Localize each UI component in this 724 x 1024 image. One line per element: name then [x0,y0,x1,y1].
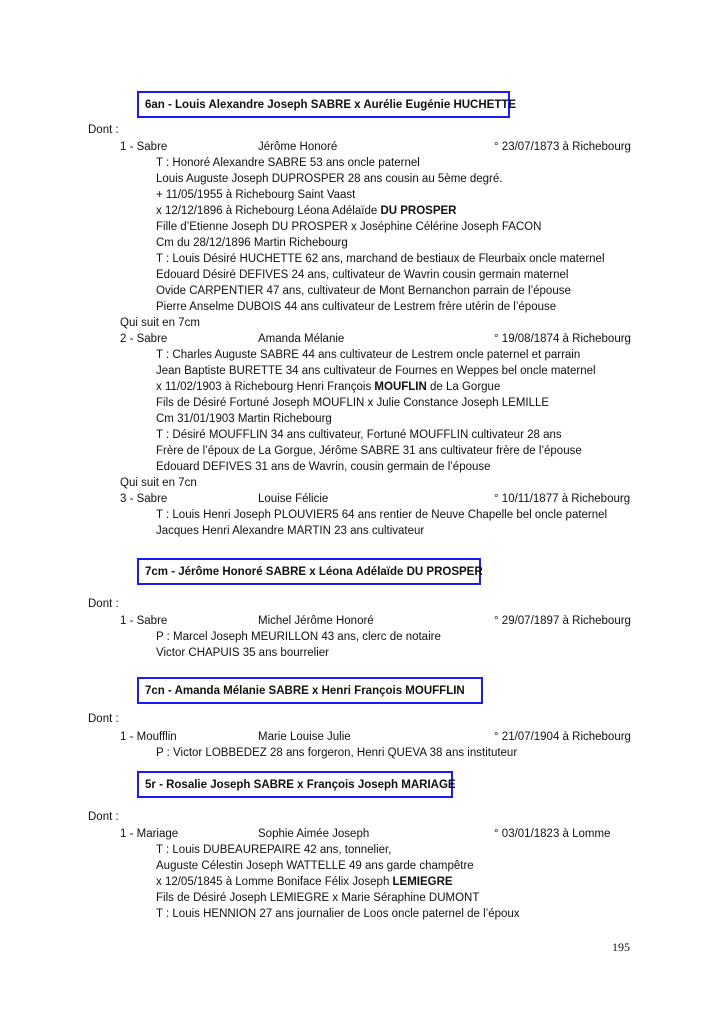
bold-surname: MOUFLIN [374,381,427,393]
detail-line: Jean Baptiste BURETTE 34 ans cultivateur de Fournes en Weppes bel oncle maternel [156,365,596,377]
child-birth: ° 19/08/1874 à Richebourg [494,333,631,345]
dont-label: Dont : [88,598,119,610]
child-num-surname: 1 - Moufflin [120,731,177,743]
follow-note: Qui suit en 7cn [120,477,197,489]
detail-line: Auguste Célestin Joseph WATTELLE 49 ans garde champêtre [156,860,474,872]
detail-line: Ovide CARPENTIER 47 ans, cultivateur de Mont Bernanchon parrain de l’épouse [156,285,571,297]
detail-line: Pierre Anselme DUBOIS 44 ans cultivateur de Lestrem frère utérin de l’épouse [156,301,557,313]
detail-line: Victor CHAPUIS 35 ans bourrelier [156,647,329,659]
section-heading-7cm: 7cm - Jérôme Honoré SABRE x Léona Adélaïde DU PROSPER [137,558,481,585]
child-given-names: Michel Jérôme Honoré [258,615,374,627]
child-num-surname: 1 - Sabre [120,615,168,627]
child-given-names: Amanda Mélanie [258,333,345,345]
detail-line: T : Louis Henri Joseph PLOUVIER5 64 ans rentier de Neuve Chapelle bel oncle paternel [156,509,608,521]
child-birth: ° 29/07/1897 à Richebourg [494,615,631,627]
detail-line: + 11/05/1955 à Richebourg Saint Vaast [156,189,356,201]
child-num-surname: 2 - Sabre [120,333,168,345]
detail-line: Cm du 28/12/1896 Martin Richebourg [156,237,348,249]
child-num-surname: 1 - Sabre [120,141,168,153]
detail-line: Louis Auguste Joseph DUPROSPER 28 ans cousin au 5ème degré. [156,173,503,185]
detail-line: T : Louis Désiré HUCHETTE 62 ans, marchand de bestiaux de Fleurbaix oncle maternel [156,253,605,265]
child-birth: ° 03/01/1823 à Lomme [494,828,611,840]
detail-line: Frère de l’époux de La Gorgue, Jérôme SABRE 31 ans cultivateur frère de l’épouse [156,445,582,457]
child-birth: ° 23/07/1873 à Richebourg [494,141,631,153]
detail-line: P : Victor LOBBEDEZ 28 ans forgeron, Henri QUEVA 38 ans instituteur [156,747,518,759]
detail-line: Edouard Désiré DEFIVES 24 ans, cultivateur de Wavrin cousin germain maternel [156,269,569,281]
section-heading-6an: 6an - Louis Alexandre Joseph SABRE x Aurélie Eugénie HUCHETTE [137,91,510,118]
detail-line: Fille d’Etienne Joseph DU PROSPER x Joséphine Célérine Joseph FACON [156,221,542,233]
child-num-surname: 3 - Sabre [120,493,168,505]
dont-label: Dont : [88,811,119,823]
dont-label: Dont : [88,124,119,136]
detail-line: x 11/02/1903 à Richebourg Henri François MOUFLIN de La Gorgue [156,381,501,393]
detail-line: Edouard DEFIVES 31 ans de Wavrin, cousin germain de l’épouse [156,461,491,473]
child-birth: ° 21/07/1904 à Richebourg [494,731,631,743]
follow-note: Qui suit en 7cm [120,317,200,329]
detail-line: Fils de Désiré Joseph LEMIEGRE x Marie Séraphine DUMONT [156,892,480,904]
section-heading-5r: 5r - Rosalie Joseph SABRE x François Joseph MARIAGE [137,771,453,798]
detail-line: P : Marcel Joseph MEURILLON 43 ans, clerc de notaire [156,631,441,643]
child-given-names: Louise Félicie [258,493,329,505]
detail-line: T : Désiré MOUFFLIN 34 ans cultivateur, Fortuné MOUFFLIN cultivateur 28 ans [156,429,562,441]
bold-surname: DU PROSPER [380,205,457,217]
detail-line: T : Charles Auguste SABRE 44 ans cultivateur de Lestrem oncle paternel et parrain [156,349,581,361]
page-number: 195 [612,940,630,954]
detail-line: T : Honoré Alexandre SABRE 53 ans oncle paternel [156,157,420,169]
detail-line: T : Louis HENNION 27 ans journalier de Loos oncle paternel de l’époux [156,908,520,920]
detail-line: T : Louis DUBEAUREPAIRE 42 ans, tonnelier, [156,844,392,856]
detail-line: Jacques Henri Alexandre MARTIN 23 ans cultivateur [156,525,425,537]
detail-line: x 12/05/1845 à Lomme Boniface Félix Joseph LEMIEGRE [156,876,453,888]
child-birth: ° 10/11/1877 à Richebourg [494,493,631,505]
bold-surname: LEMIEGRE [392,876,453,888]
detail-line: Fils de Désiré Fortuné Joseph MOUFLIN x Julie Constance Joseph LEMILLE [156,397,550,409]
detail-line: Cm 31/01/1903 Martin Richebourg [156,413,332,425]
child-given-names: Marie Louise Julie [258,731,351,743]
section-heading-7cn: 7cn - Amanda Mélanie SABRE x Henri François MOUFFLIN [137,677,483,704]
child-num-surname: 1 - Mariage [120,828,179,840]
child-given-names: Jérôme Honoré [258,141,338,153]
dont-label: Dont : [88,713,119,725]
detail-line: x 12/12/1896 à Richebourg Léona Adélaïde DU PROSPER [156,205,457,217]
child-given-names: Sophie Aimée Joseph [258,828,370,840]
